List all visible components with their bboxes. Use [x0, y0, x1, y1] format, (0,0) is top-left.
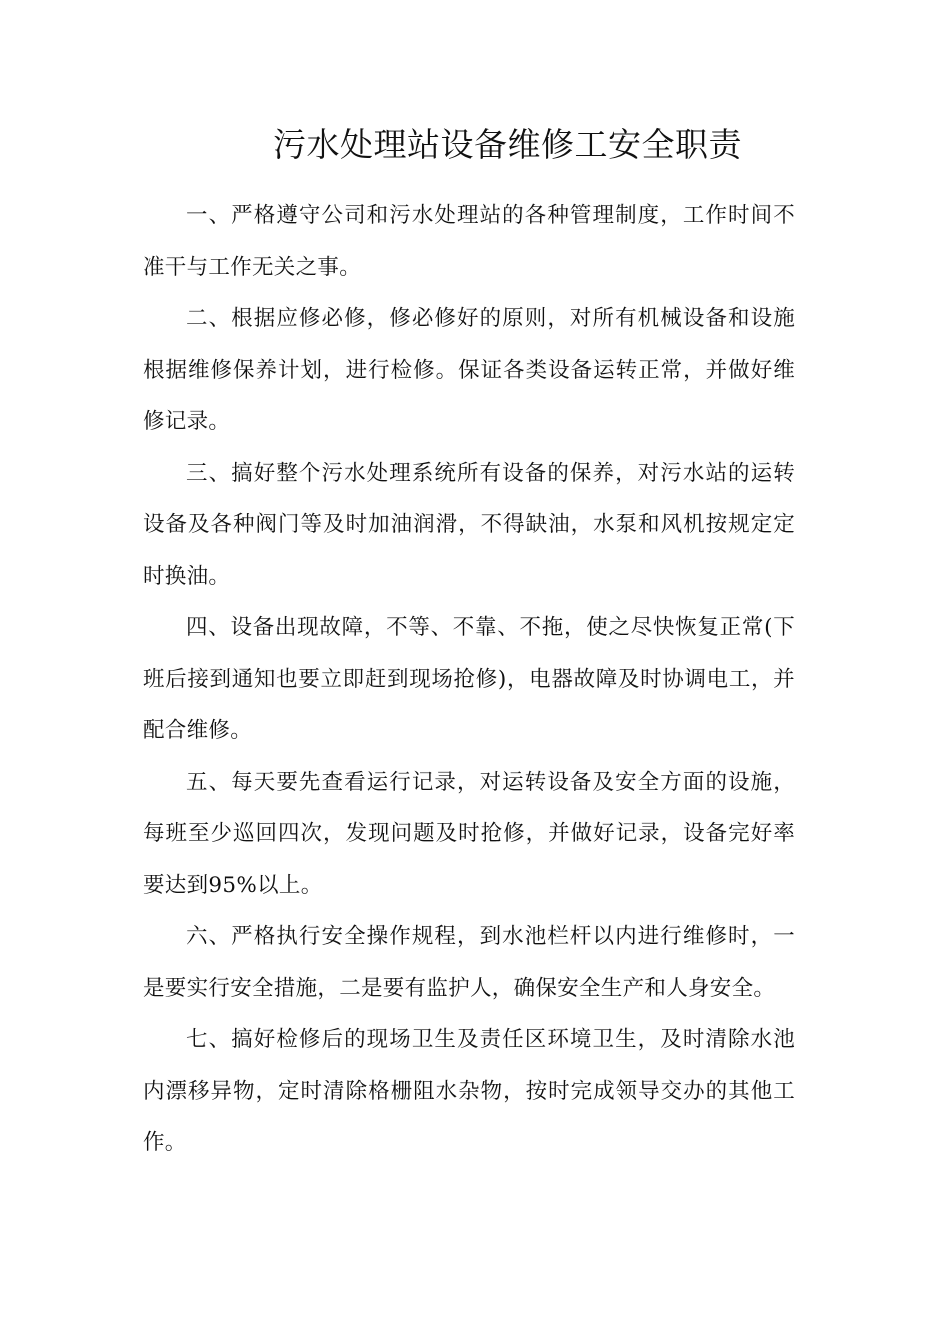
paragraph-5: 五、每天要先查看运行记录，对运转设备及安全方面的设施，每班至少巡回四次，发现问题及时抢修，并做好记录，设备完好率要达到95%以上。 — [143, 769, 795, 898]
document-body — [143, 190, 795, 1169]
paragraph-4: 四、设备出现故障，不等、不靠、不拖，使之尽快恢复正常(下班后接到通知也要立即赶到现场抢修)，电器故障及时协调电工，并配合维修。 — [143, 615, 795, 743]
paragraph-2: 二、根据应修必修，修必修好的原则，对所有机械设备和设施根据维修保养计划，进行检修。保证各类设备运转正常，并做好维修记录。 — [143, 306, 795, 434]
paragraph-7: 七、搞好检修后的现场卫生及责任区环境卫生，及时清除水池内漂移异物，定时清除格栅阻水杂物，按时完成领导交办的其他工作。 — [143, 1027, 795, 1155]
paragraph-6: 六、严格执行安全操作规程，到水池栏杆以内进行维修时，一是要实行安全措施，二是要有监护人，确保安全生产和人身安全。 — [143, 924, 795, 1001]
paragraph-1: 一、严格遵守公司和污水处理站的各种管理制度，工作时间不准干与工作无关之事。 — [143, 203, 795, 280]
document-title: 污水处理站设备维修工安全职责 — [273, 125, 742, 164]
paragraph-3: 三、搞好整个污水处理系统所有设备的保养，对污水站的运转设备及各种阀门等及时加油润滑，不得缺油，水泵和风机按规定定时换油。 — [143, 460, 795, 589]
